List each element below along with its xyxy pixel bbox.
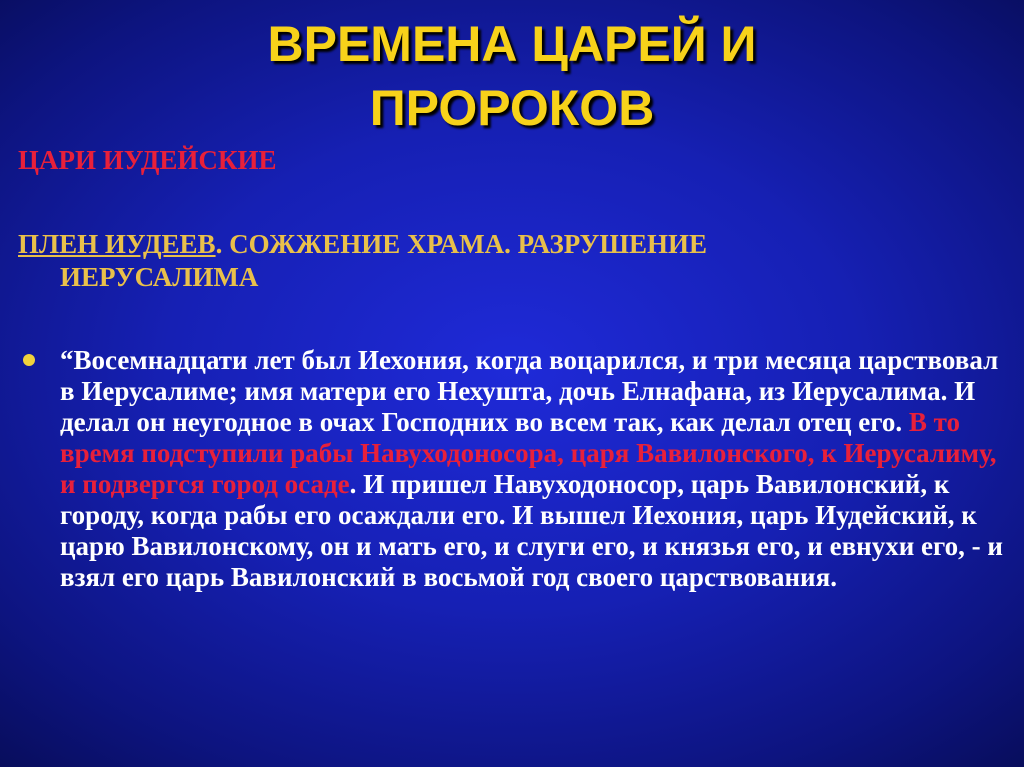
section-heading — [18, 228, 1008, 294]
quote-highlight: В то время подступили рабы Навуходоносора, царя Вавилонского, к Иерусалиму, и подвергся город осаде — [60, 407, 997, 499]
scripture-quote — [18, 345, 1008, 593]
quote-part-2: . И пришел Навуходоносор, царь Вавилонский, к городу, когда рабы его осаждали его. И вышел Иехония, царь Иудейский, к царю Вавилонскому, он и мать его, и слуги его, и князья его, и евнухи его, - и взял его царь Вавилонский в восьмой год своего царствования. — [60, 469, 1003, 592]
quote-part-1: “Восемнадцати лет был Иехония, когда воцарился, и три месяца царствовал в Иерусалиме; имя матери его Нехушта, дочь Елнафана, из Иерусалима. И делал он неугодное в очах Господних во всем так, как делал отец его. — [60, 345, 999, 437]
slide-title — [0, 12, 1024, 140]
slide-title-line-1: ВРЕМЕНА ЦАРЕЙ И — [267, 16, 757, 72]
quote-text — [60, 345, 1008, 593]
heading-second-line: ИЕРУСАЛИМА — [60, 262, 259, 292]
heading-underlined-text: ПЛЕН ИУДЕЕВ — [18, 229, 216, 259]
heading-rest-text: . СОЖЖЕНИЕ ХРАМА. РАЗРУШЕНИЕ — [215, 229, 708, 259]
slide-title-line-2: ПРОРОКОВ — [369, 80, 655, 136]
section-subtitle: ЦАРИ ИУДЕЙСКИЕ — [18, 145, 277, 175]
bullet-dot-icon — [23, 354, 35, 366]
